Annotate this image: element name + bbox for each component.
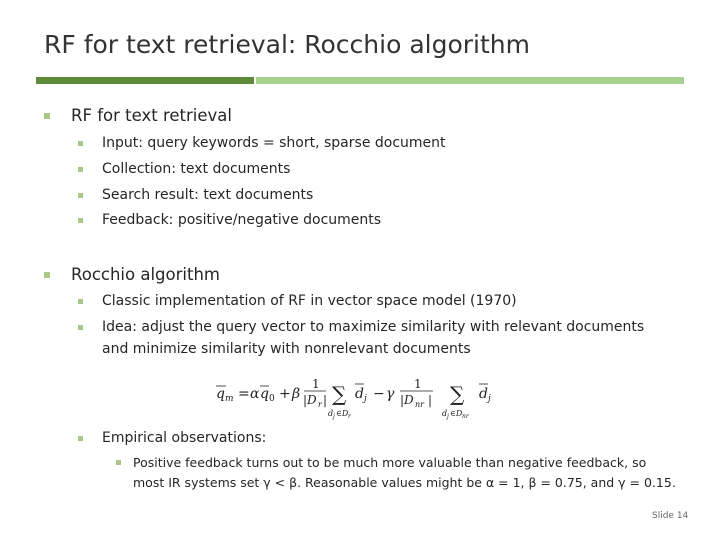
bullet-text: Positive feedback turns out to be much more valuable than negative feedback, so [133,455,647,470]
bullet-text: RF for text retrieval [71,106,232,125]
svg-text:j: j [447,413,449,420]
bullet-marker [78,299,83,304]
svg-text:d: d [442,409,448,418]
svg-text:1: 1 [312,377,320,391]
summation-symbol: ∑ [450,382,465,406]
svg-text:j: j [364,394,367,404]
bullet-marker [78,167,83,172]
svg-text:|: | [323,393,328,407]
bullet-text: Empirical observations: [102,430,267,446]
rocchio-formula [214,374,504,420]
bullet-text: Idea: adjust the query vector to maximize similarity with relevant documents [102,319,645,335]
svg-text:j: j [488,394,491,404]
bullet-text: Input: query keywords = short, sparse document [102,135,446,151]
svg-text:|D: |D [303,393,317,407]
bullet-text: Feedback: positive/negative documents [102,212,382,228]
svg-text:∈D: ∈D [336,409,349,418]
svg-text:r: r [318,400,322,409]
svg-text:nr: nr [415,400,424,409]
slide-title: RF for text retrieval: Rocchio algorithm [44,30,530,59]
svg-text:α: α [250,386,260,402]
svg-text:nr: nr [462,413,469,420]
svg-text:r: r [348,413,351,420]
svg-text:d: d [328,409,334,418]
svg-text:|: | [428,393,433,407]
bullet-text: Collection: text documents [102,161,291,177]
svg-text:−: − [373,386,385,402]
svg-text:d: d [355,386,364,402]
svg-text:=: = [238,386,250,402]
bullet-marker [78,218,83,223]
slide-number: Slide 14 [652,511,689,521]
svg-text:m: m [225,394,234,404]
formula-qm: q [216,386,225,402]
svg-text:1: 1 [414,377,422,391]
svg-text:+: + [279,386,291,402]
bullet-marker [44,272,50,278]
svg-text:j: j [333,413,335,420]
svg-text:|D: |D [400,393,414,407]
bullet-marker [78,141,83,146]
bullet-text: Classic implementation of RF in vector space model (1970) [102,293,517,309]
bullet-marker [78,325,83,330]
bullet-text: Search result: text documents [102,187,314,203]
bullet-marker [78,436,83,441]
summation-symbol: ∑ [332,382,347,406]
bullet-marker [44,113,50,119]
bullet-marker [116,460,121,465]
svg-text:q: q [260,386,269,402]
title-underline-dark [36,77,254,84]
bullet-marker [78,193,83,198]
svg-text:∈D: ∈D [450,409,463,418]
svg-text:γ: γ [386,386,395,402]
title-underline-light [256,77,684,84]
bullet-text: Rocchio algorithm [71,265,220,284]
svg-text:d: d [479,386,488,402]
sub-sub-bullet-continuation: most IR systems set γ < β. Reasonable values might be α = 1, β = 0.75, and γ = 0.15. [133,475,676,490]
sub-bullet-idea-continuation: and minimize similarity with nonrelevant documents [102,341,471,357]
svg-text:β: β [292,386,301,402]
svg-text:0: 0 [269,394,275,404]
